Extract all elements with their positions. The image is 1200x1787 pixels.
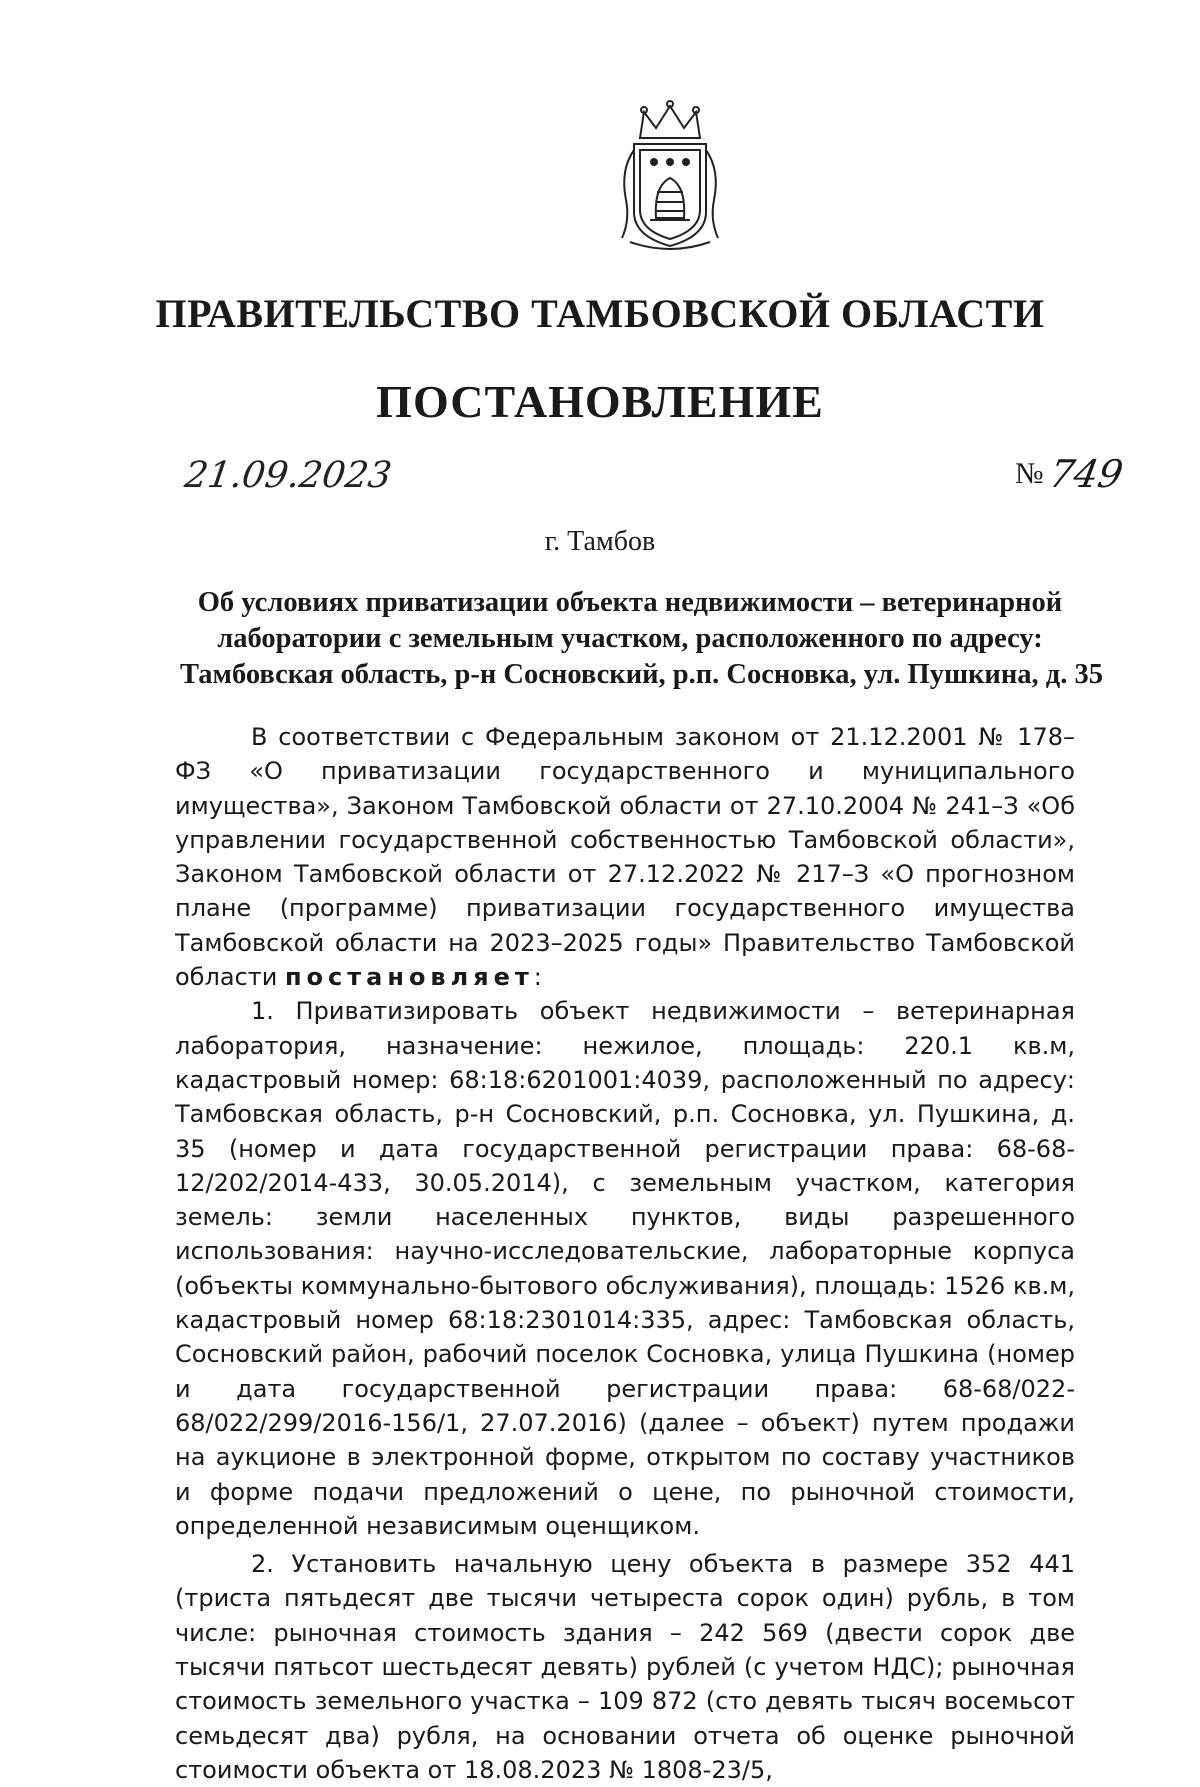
item-2-paragraph: 2. Установить начальную цену объекта в размере 352 441 (триста пятьдесят две тысячи четыреста сорок один) рубль, в том числе: рыночная стоимость здания – 242 569 (двести сорок две тысячи пятьсот шестьдесят девять) рублей (с учетом НДС); рыночная стоимость земельного участка – 109 872 (сто девять тысяч восемьсот семьдесят два) рубля, на основании отчета об оценке рыночной стоимости объекта от 18.08.2023 № 1808-23/5,	[175, 1550, 1075, 1784]
title-line: Тамбовская область, р-н Сосновский, р.п. Сосновка, ул. Пушкина, д. 35	[180, 659, 1103, 690]
number-value: 749	[1045, 452, 1127, 496]
coat-of-arms-emblem	[610, 100, 730, 250]
preamble-text: В соответствии с Федеральным законом от 21.12.2001 № 178–ФЗ «О приватизации государственного и муниципального имущества», Законом Тамбовской области от 27.10.2004 № 241–З «Об управлении государственной собственностью Тамбовской области», Законом Тамбовской области от 27.12.2022 № 217–З «О прогнозном плане (программе) приватизации государственного имущества Тамбовской области на 2023–2025 годы» Правительство Тамбовской области	[175, 723, 1075, 992]
decree-colon: :	[533, 963, 542, 992]
preamble-paragraph	[175, 720, 1075, 994]
city: г. Тамбов	[544, 526, 656, 557]
document-number	[1015, 452, 1127, 496]
title-line: лаборатории с земельным участком, расположенного по адресу:	[217, 623, 1043, 654]
document-title	[180, 585, 1103, 693]
number-label: №	[1015, 457, 1044, 490]
title-line: Об условиях приватизации объекта недвижимости – ветеринарной	[197, 587, 1063, 618]
document-type: ПОСТАНОВЛЕНИЕ	[376, 376, 824, 427]
organization-name: ПРАВИТЕЛЬСТВО ТАМБОВСКОЙ ОБЛАСТИ	[155, 291, 1045, 336]
document-body	[175, 720, 1075, 1787]
document-date: 21.09.2023	[182, 455, 395, 496]
item-1-paragraph: 1. Приватизировать объект недвижимости – ветеринарная лаборатория, назначение: нежилое, площадь: 220.1 кв.м, кадастровый номер: 68:18:6201001:4039, расположенный по адресу: Тамбовская область, р-н Сосновский, р.п. Сосновка, ул. Пушкина, д. 35 (номер и дата государственной регистрации права: 68-68-12/202/2014-433, 30.05.2014), с земельным участком, категория земель: земли населенных пунктов, виды разрешенного использования: научно-исследовательские, лабораторные корпуса (объекты коммунально-бытового обслуживания), площадь: 1526 кв.м, кадастровый номер 68:18:2301014:335, адрес: Тамбовская область, Сосновский район, рабочий поселок Сосновка, улица Пушкина (номер и дата государственной регистрации права: 68-68/022-68/022/299/2016-156/1, 27.07.2016) (далее – объект) путем продажи на аукционе в электронной форме, открытом по составу участников и форме подачи предложений о цене, по рыночной стоимости, определенной независимым оценщиком.	[175, 997, 1075, 1540]
decree-word: постановляет	[284, 963, 534, 992]
